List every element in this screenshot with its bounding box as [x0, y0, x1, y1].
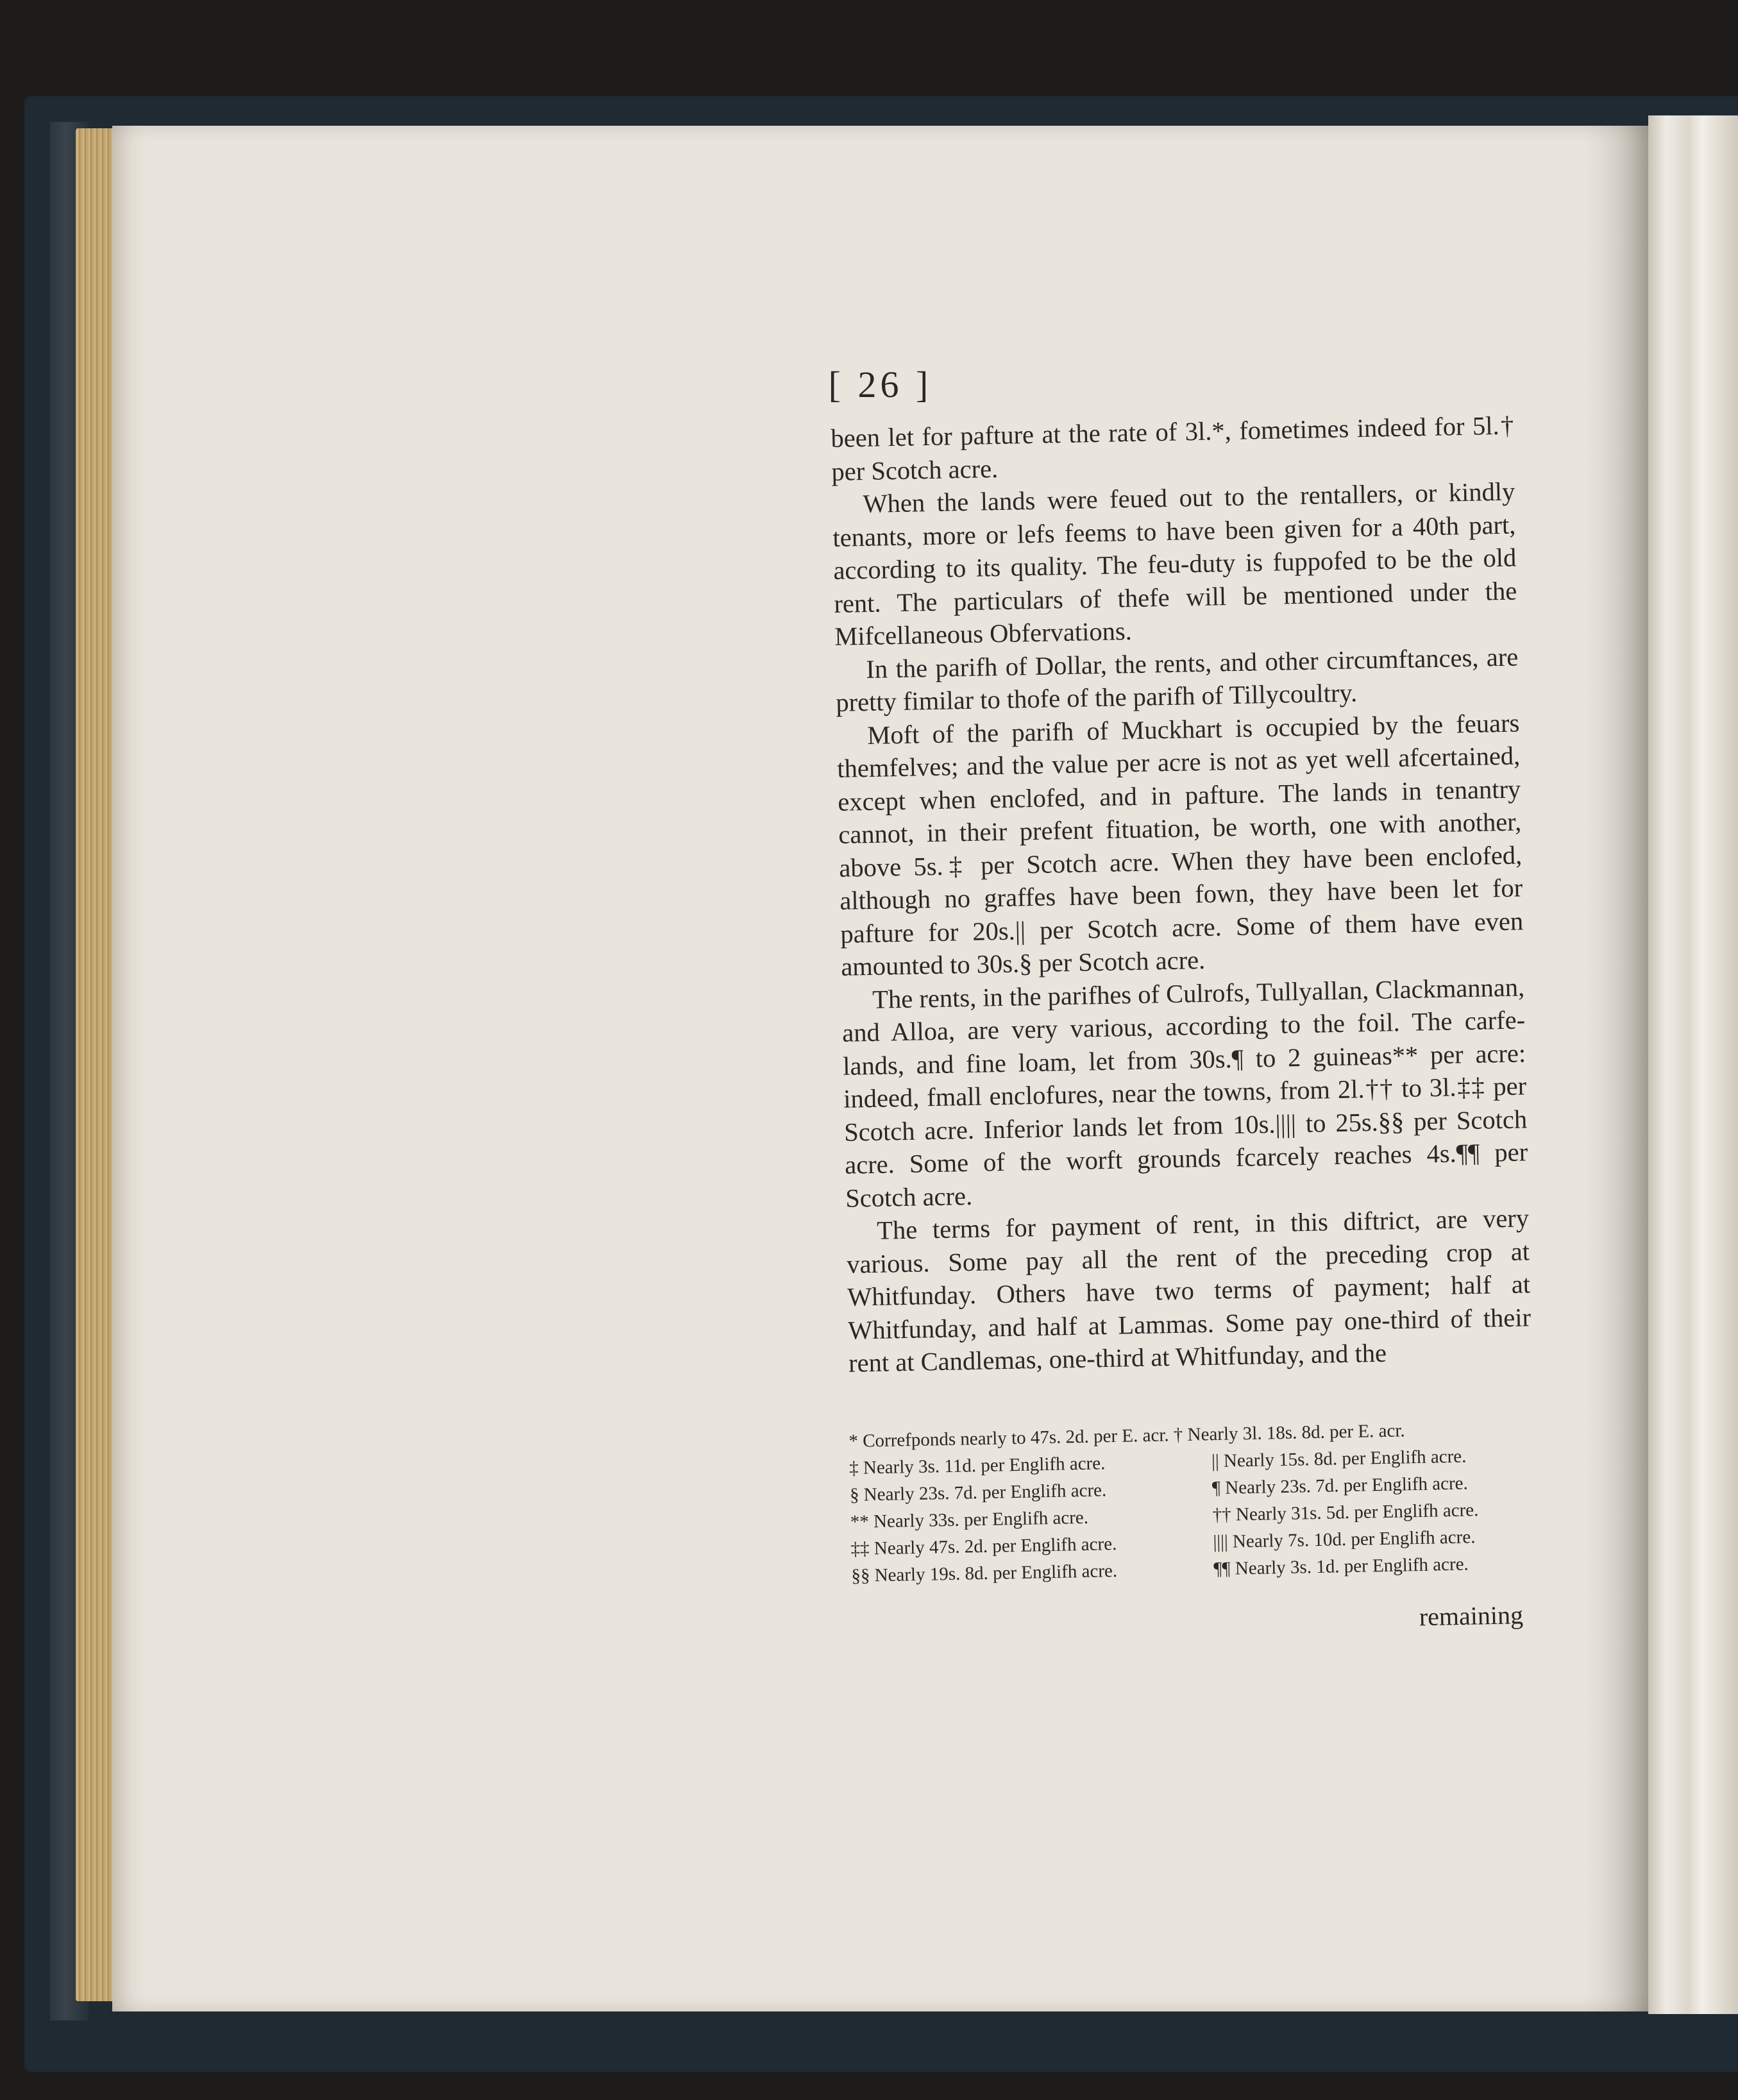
catchword: remaining — [1419, 1600, 1524, 1632]
footnotes — [848, 1415, 1522, 1589]
right-page-stack — [1648, 115, 1738, 2014]
paragraph: The rents, in the parifhes of Culrofs, Tullyallan, Clackmannan, and Alloa, are very various, according to the foil. The carfe-lands, and fine loam, let from 30s.¶ to 2 guineas** per acre: indeed, fmall enclofures, near the towns, from 2l.†† to 3l.‡‡ per Scotch acre. Inferior lands let from 10s.|||| to 25s.§§ per Scotch acre. Some of the worft grounds fcarcely reaches 4s.¶¶ per Scotch acre. — [841, 972, 1528, 1213]
footnote: |||| Nearly 7s. 10d. per Englifh acre. — [1213, 1527, 1476, 1553]
page-number: [ 26 ] — [828, 364, 932, 405]
footnote: ¶¶ Nearly 3s. 1d. per Englifh acre. — [1213, 1554, 1469, 1580]
footnote: ¶ Nearly 23s. 7d. per Englifh acre. — [1211, 1473, 1469, 1499]
footnote: || Nearly 15s. 8d. per Englifh acre. — [1211, 1446, 1467, 1472]
paragraph: In the parifh of Dollar, the rents, and other circumftances, are pretty fimilar to thofe of the parifh of Tillycoultry. — [835, 641, 1519, 717]
book-page — [112, 126, 1648, 2011]
footnote: § Nearly 23s. 7d. per Englifh acre. — [849, 1480, 1107, 1505]
gutter-shadow — [1584, 126, 1648, 2011]
footnote-line: * Correfponds nearly to 47s. 2d. per E. acr. † Nearly 3l. 18s. 8d. per E. acr. — [848, 1420, 1405, 1452]
footnote: §§ Nearly 19s. 8d. per Englifh acre. — [851, 1560, 1118, 1586]
footnote: ‡ Nearly 3s. 11d. per Englifh acre. — [848, 1453, 1106, 1478]
paragraph: When the lands were feued out to the rentallers, or kindly tenants, more or lefs feems to have been given for a 40th part, according to its quality. The feu-duty is fuppofed to be the old rent. The particulars of thefe will be mentioned under the Mifcellaneous Obfervations. — [832, 477, 1517, 651]
paragraph: Moft of the parifh of Muckhart is occupied by the feuars themfelves; and the value per acre is not as yet well afcertained, except when enclofed, and in pafture. The lands in tenantry cannot, in their prefent fituation, be worth, one with another, above 5s.‡ per Scotch acre. When they have been enclofed, although no graffes have been fown, they have been let for pafture for 20s.|| per Scotch acre. Some of them have even amounted to 30s.§ per Scotch acre. — [836, 707, 1524, 981]
footnote: †† Nearly 31s. 5d. per Englifh acre. — [1212, 1500, 1479, 1526]
footnote: ‡‡ Nearly 47s. 2d. per Englifh acre. — [850, 1534, 1117, 1559]
paragraph: been let for pafture at the rate of 3l.*, fometimes indeed for 5l.† per Scotch acre. — [831, 411, 1514, 486]
footnote: ** Nearly 33s. per Englifh acre. — [850, 1507, 1089, 1532]
body-text — [831, 409, 1531, 1380]
paragraph: The terms for payment of rent, in this diftrict, are very various. Some pay all the rent of the preceding crop at Whitfunday. Others have two terms of payment; half at Whitfunday, and half at Lammas. Some pay one-third of their rent at Candlemas, one-third at Whitfunday, and the — [846, 1203, 1531, 1378]
